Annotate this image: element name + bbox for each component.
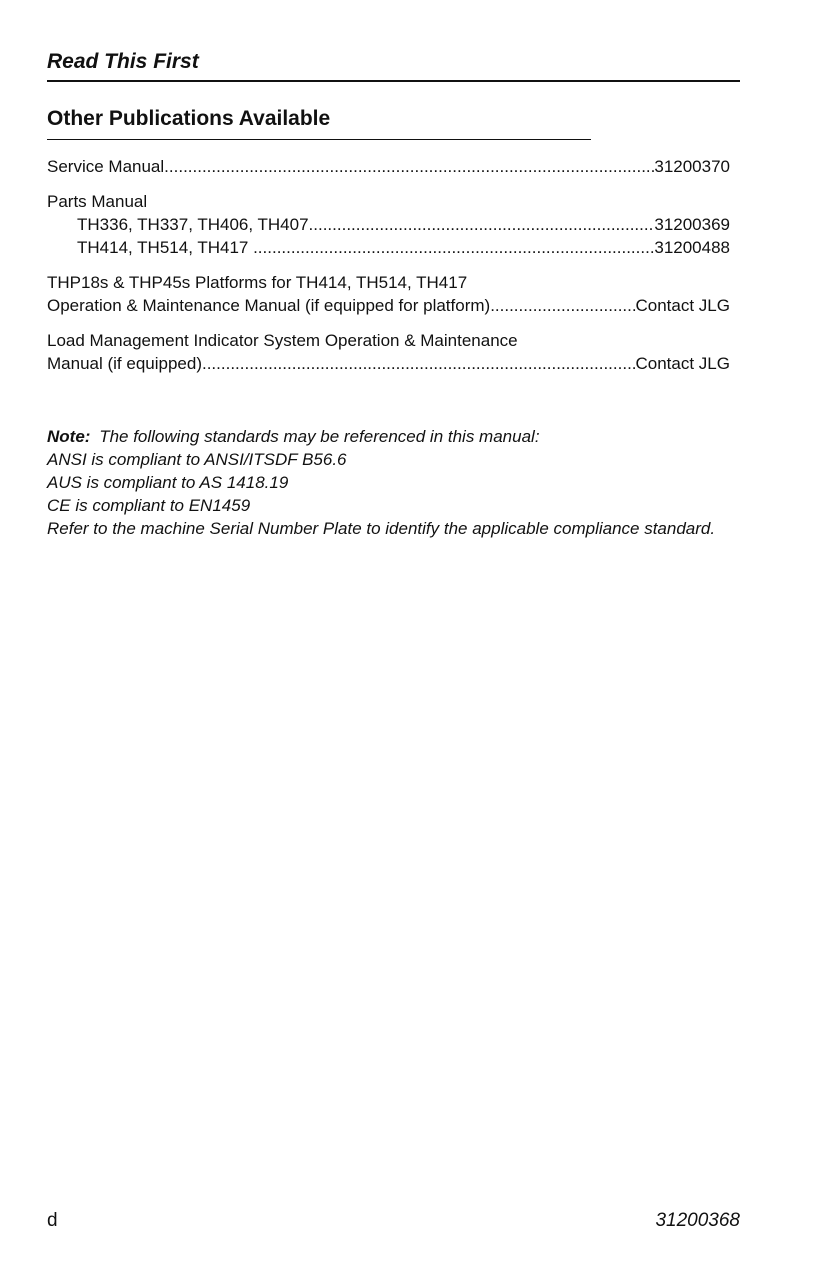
note-line: Refer to the machine Serial Number Plate to identify the applicable compliance standard. (47, 519, 716, 538)
standards-note (47, 425, 727, 540)
header-rule (47, 80, 740, 82)
parts-manual-number: 31200369 (654, 215, 730, 234)
note-line: ANSI is compliant to ANSI/ITSDF B56.6 (47, 450, 347, 469)
page-header-title: Read This First (47, 50, 199, 73)
parts-manual-number: 31200488 (654, 238, 730, 257)
parts-manual-heading: Parts Manual (47, 192, 148, 211)
platforms-heading: THP18s & THP45s Platforms for TH414, TH514, TH417 (47, 273, 468, 292)
note-label: Note: (47, 427, 91, 446)
parts-manual-entry (47, 236, 730, 259)
dot-leader (490, 294, 635, 317)
section-rule (47, 139, 591, 140)
service-manual-label: Service Manual (47, 157, 165, 176)
service-manual-number: 31200370 (654, 157, 730, 176)
dot-leader (253, 236, 654, 259)
dot-leader (202, 352, 636, 375)
note-line: AUS is compliant to AS 1418.19 (47, 473, 289, 492)
parts-manual-models: TH414, TH514, TH417 (77, 238, 254, 257)
lmi-heading: Load Management Indicator System Operation & Maintenance (47, 331, 518, 350)
note-intro: The following standards may be referenced in this manual: (99, 427, 540, 446)
lmi-group (47, 329, 730, 375)
lmi-manual-label: Manual (if equipped) (47, 354, 202, 373)
parts-manual-entry (47, 213, 730, 236)
platforms-manual-contact: Contact JLG (635, 296, 730, 315)
note-line: CE is compliant to EN1459 (47, 496, 251, 515)
platforms-entry (47, 294, 730, 317)
publications-list (47, 155, 730, 387)
footer-document-number: 31200368 (655, 1210, 740, 1231)
platforms-group (47, 271, 730, 317)
note-intro-line (47, 425, 727, 448)
parts-manual-models: TH336, TH337, TH406, TH407 (77, 215, 309, 234)
parts-manual-group (47, 190, 730, 259)
service-manual-entry (47, 155, 730, 178)
service-manual-group (47, 155, 730, 178)
footer-page-number: d (47, 1210, 58, 1231)
platforms-manual-label: Operation & Maintenance Manual (if equipped for platform) (47, 296, 491, 315)
section-title: Other Publications Available (47, 107, 331, 130)
lmi-entry (47, 352, 730, 375)
lmi-manual-contact: Contact JLG (635, 354, 730, 373)
dot-leader (164, 155, 654, 178)
dot-leader (309, 213, 655, 236)
